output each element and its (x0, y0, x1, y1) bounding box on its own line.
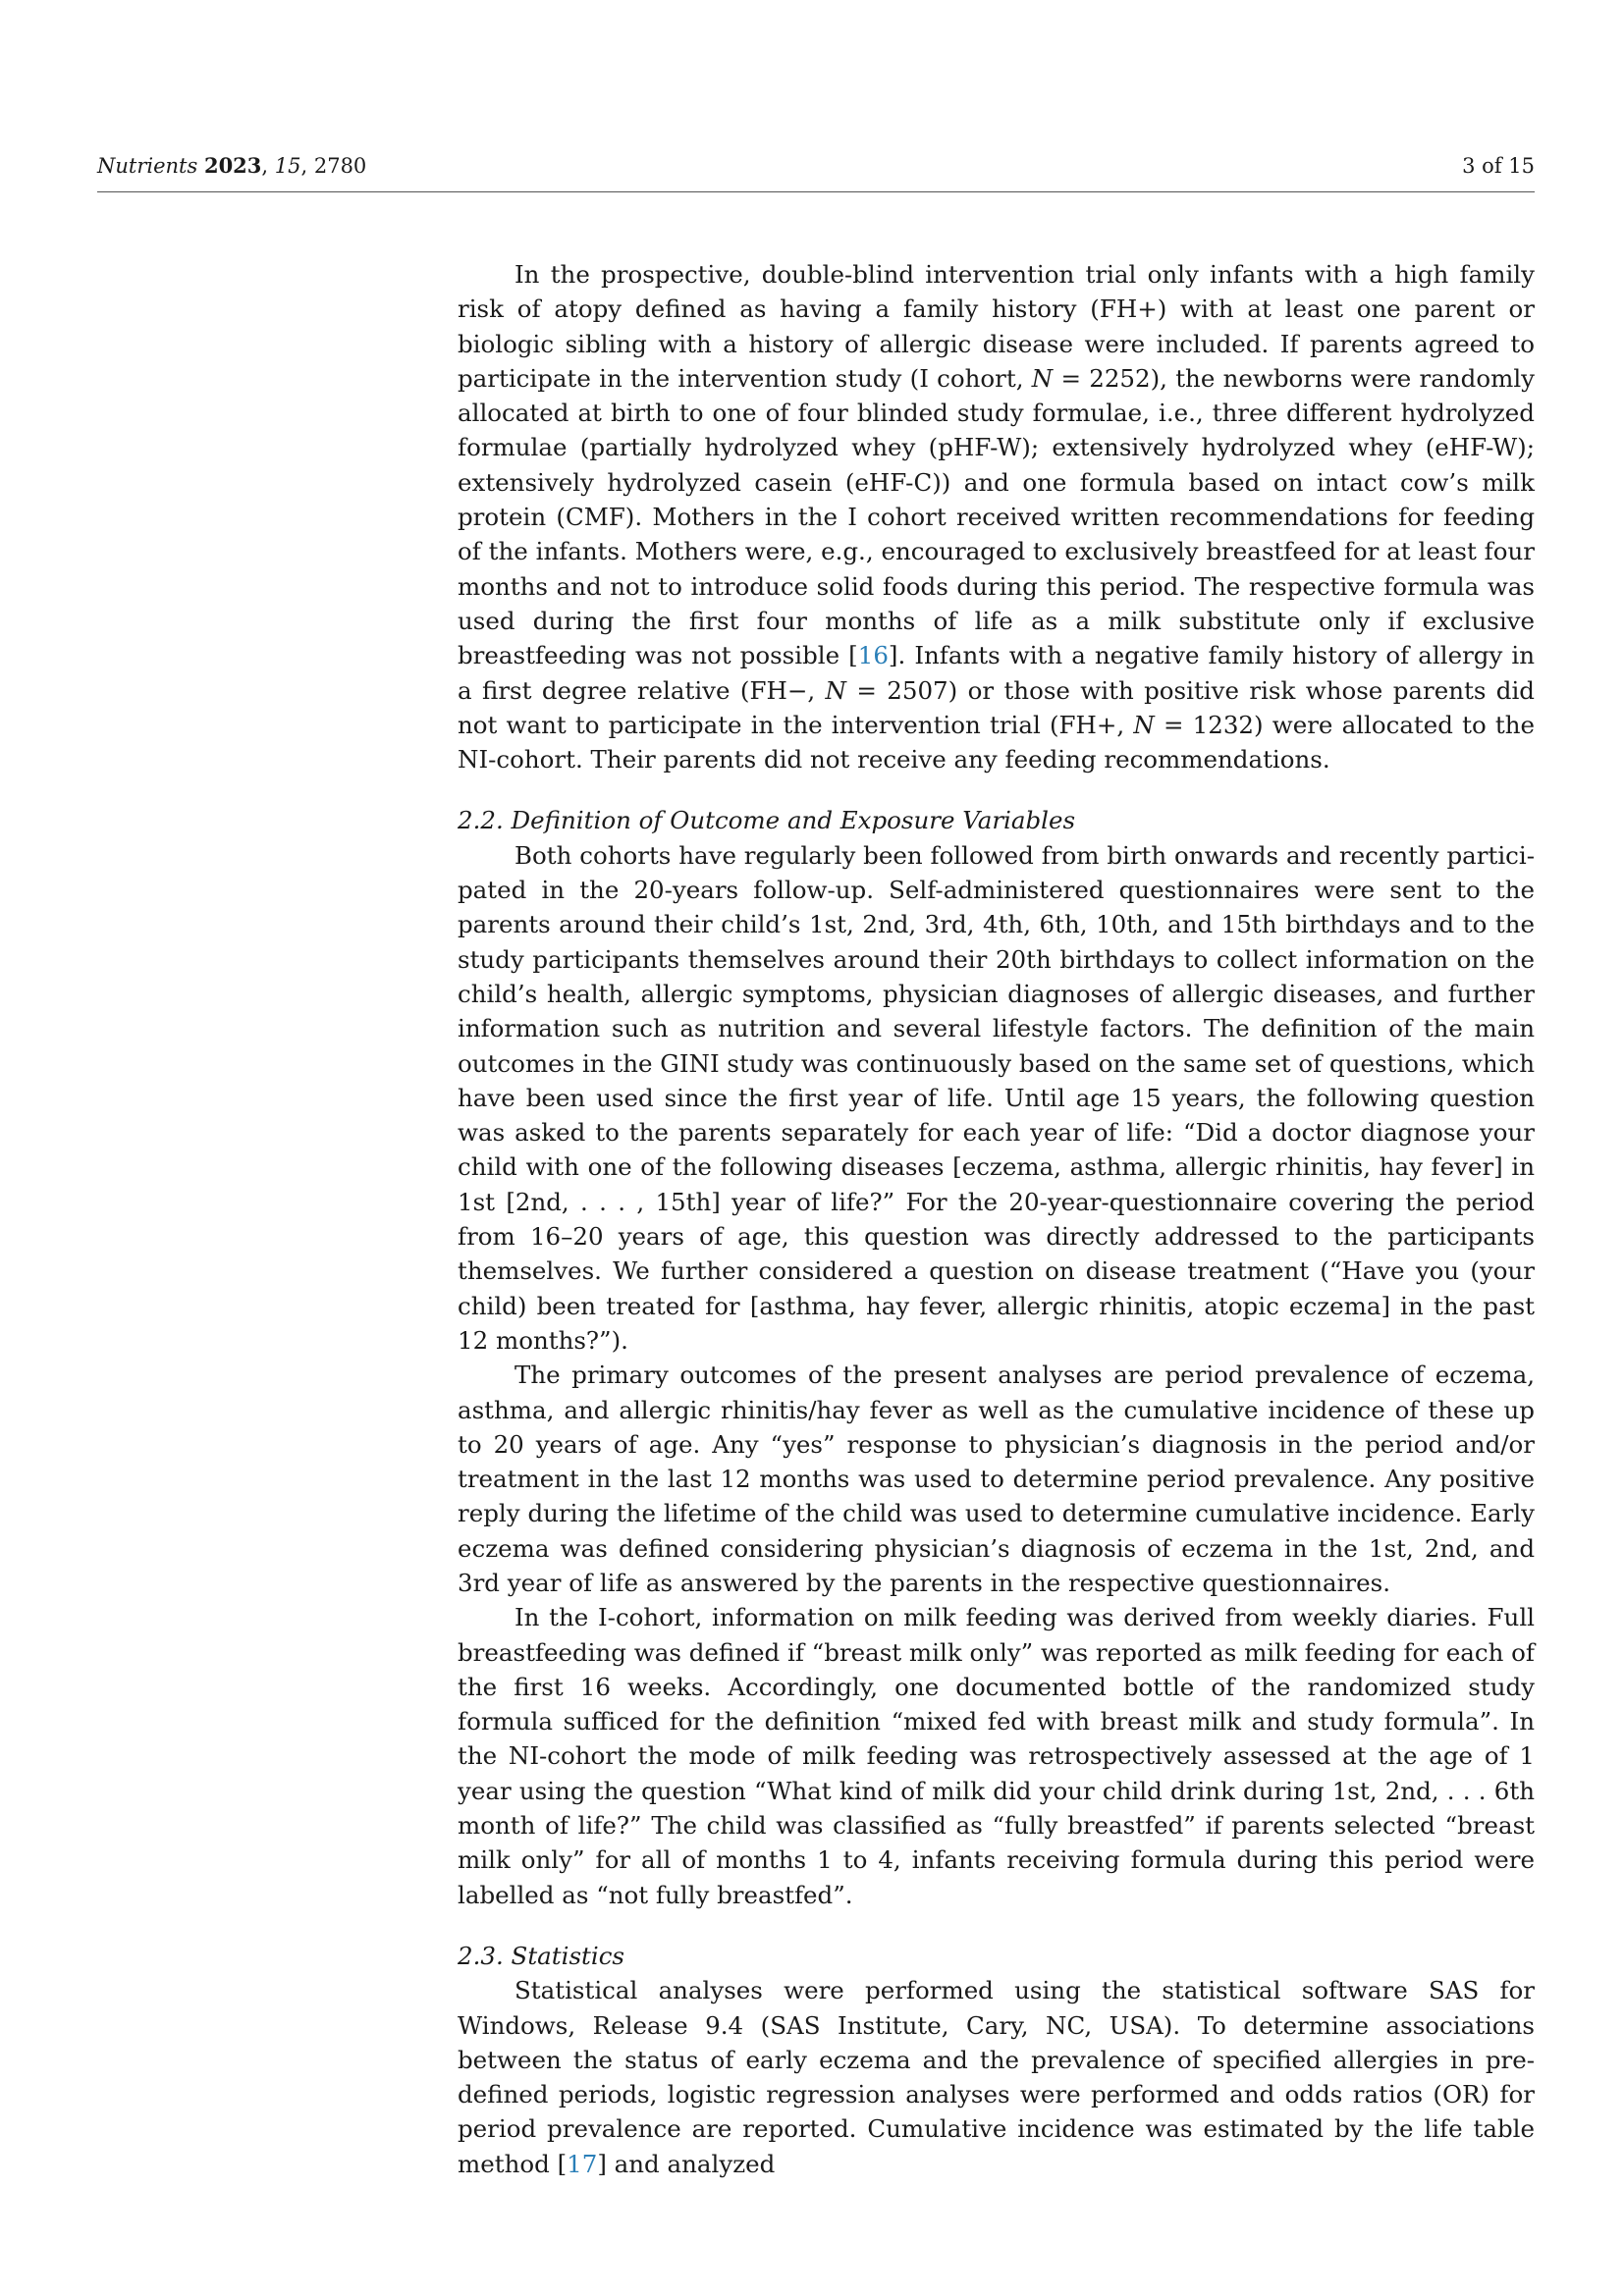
section-heading-2-3: 2.3. Statistics (458, 1941, 625, 1970)
citation-link-17[interactable]: 17 (567, 2149, 598, 2178)
article-number: , 2780 (300, 154, 367, 178)
journal-volume: 15 (274, 154, 301, 178)
journal-year: 2023 (203, 153, 262, 178)
paragraph-primary-outcomes: The primary outcomes of the present analyses are period prevalence of eczema, asthma, and allergic rhinitis/hay fever as well as the cumulative incidence of these up to 20 years of age. Any “yes” response to physician’s diagnosis in the period and/or treatment in the last 12 months was used to determine period prevalence. Any positive reply during the lifetime of the child was used to determine cumulative incidence. Early eczema was defined considering physician’s diagnosis of eczema in the 1st, 2nd, and 3rd year of life as answered by the parents in the respective questionnaires. (458, 1361, 1535, 1597)
section-heading-2-2: 2.2. Definition of Outcome and Exposure Variables (458, 806, 1076, 835)
paragraph-intervention-trial: In the prospective, double-blind intervention trial only infants with a high family risk of atopy defined as having a family history (FH+) with at least one parent or biologic sibling with a history of allergic disease were included. If parents agreed to participate in the intervention study (I cohort, N = 2252), the newborns were randomly allocated at birth to one of four blinded study formulae, i.e., three different hydrolyzed formulae (partially hydrolyzed whey (pHF-W); extensively hydrolyzed whey (eHF-W); extensively hydrolyzed casein (eHF-C)) and one formula based on intact cow’s milk protein (CMF). Mothers in the I cohort received written recommendations for feeding of the infants. Mothers were, e.g., encouraged to exclusively breastfeed for at least four months and not to introduce solid foods during this period. The respective formula was used during the first four months of life as a milk substitute only if exclusive breastfeeding was not possible [16]. Infants with a negative family history of allergy in a first degree relative (FH−, N = 2507) or those with positive risk whose parents did not want to participate in the intervention trial (FH+, N = 1232) were allocated to the NI-cohort. Their parents did not receive any feeding recommendations. (458, 260, 1536, 774)
page-number: 3 of 15 (1462, 154, 1535, 178)
paragraph-milk-feeding: In the I-cohort, information on milk feeding was derived from weekly diaries. Full breastfeeding was defined if “breast milk only” was reported as milk feeding for each of the first 16 weeks. Accordingly, one documented bottle of the randomized study formula sufficed for the definition “mixed fed with breast milk and study formula”. In the NI-cohort the mode of milk feeding was retrospectively assessed at the age of 1 year using the question “What kind of milk did your child drink during 1st, 2nd, . . . 6th month of life?” The child was classified as “fully breastfed” if parents selected “breast milk only” for all of months 1 to 4, infants receiving formula during this period were labelled as “not fully breastfed”. (458, 1603, 1535, 1909)
citation-link-16[interactable]: 16 (857, 641, 889, 670)
body-text-column (458, 257, 1535, 2181)
journal-name: Nutrients (97, 154, 198, 178)
paragraph-statistics: Statistical analyses were performed using the statistical software SAS for Windows, Release 9.4 (SAS Institute, Cary, NC, USA). To determine associations between the status of early eczema and the prevalence of specified allergies in pre-defined periods, logistic regression analyses were performed and odds ratios (OR) for period prevalence are reported. Cumulative incidence was estimated by the life table method [17] and analyzed (458, 1976, 1535, 2178)
header-rule (97, 191, 1535, 192)
paragraph-cohorts-followup: Both cohorts have regularly been followed from birth onwards and recently participated in the 20-years follow-up. Self-administered questionnaires were sent to the parents around their child’s 1st, 2nd, 3rd, 4th, 6th, 10th, and 15th birthdays and to the study participants themselves around their 20th birthdays to collect information on the child’s health, allergic symptoms, physician diagnoses of allergic diseases, and further information such as nutrition and several lifestyle factors. The definition of the main outcomes in the GINI study was continuously based on the same set of questions, which have been used since the first year of life. Until age 15 years, the following question was asked to the parents separately for each year of life: “Did a doctor diagnose your child with one of the following diseases [eczema, asthma, allergic rhinitis, hay fever] in 1st [2nd, . . . , 15th] year of life?” For the 20-year-questionnaire covering the period from 16–20 years of age, this question was directly addressed to the participants themselves. We further considered a question on disease treatment (“Have you (your child) been treated for [asthma, hay fever, allergic rhinitis, atopic eczema] in the past 12 months?”). (458, 840, 1535, 1355)
running-header (97, 149, 1535, 183)
journal-citation: Nutrients 2023, 15, 2780 (97, 153, 367, 178)
